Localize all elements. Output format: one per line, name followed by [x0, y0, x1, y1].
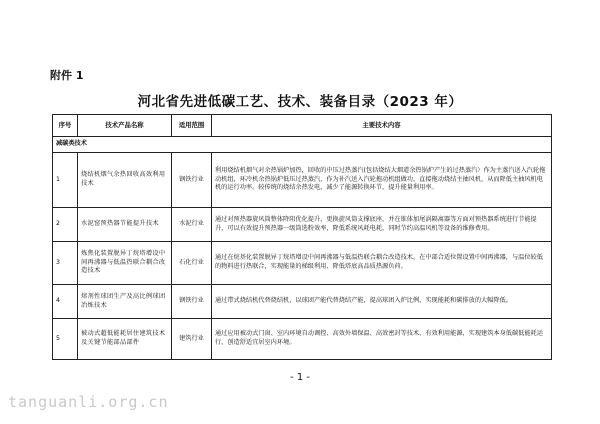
section-row: [53, 137, 552, 153]
header-scope: 适用范围: [172, 115, 212, 137]
row-scope: 石化行业: [172, 242, 212, 285]
row-scope: 钢铁行业: [172, 153, 212, 208]
table-header-row: [53, 115, 552, 137]
header-content: 主要技术内容: [212, 115, 552, 137]
page-number: - 1 -: [290, 372, 310, 383]
row-no: 4: [53, 285, 78, 319]
attachment-label: 附件 1: [50, 69, 84, 82]
row-name: 烧结机烟气余热回收高效利用技术: [78, 153, 172, 208]
row-content: 利用烧结机烟气对余热锅炉加热，回收的中压过热蒸汽(包括烧结大烟道余热锅炉产生的过热蒸汽）作为主蒸汽送入汽轮拖动机组，环冷机余热锅炉低压过热蒸汽，作为补汽送入汽轮拖动机组做功，直接拖动烧结主抽风机，从而降低主抽风机电机的运行功率。较传统的烧结余热发电，减少了能源转换环节，提升能量利用率。: [212, 153, 552, 208]
row-scope: 水泥行业: [172, 208, 212, 242]
table-row: [53, 285, 552, 319]
table-row: [53, 208, 552, 242]
row-name: 水泥窑预热器节能提升技术: [78, 208, 172, 242]
row-content: 通过对预热器旋风筒整体降阻优化提升，更换旋风筒支撑底座，并在锥体加尾涡隔离器等方面对预热器系统进行节能提升，可以有效提升预热器一级筒选粉效率，降低系统风耗电耗，同时节约高温风机等设备的维修费用。: [212, 208, 552, 242]
row-name: 炼焦化装置脱异丁烷塔增设中间再沸器与低温热联合耦合改造技术: [78, 242, 172, 285]
catalog-table: [52, 114, 552, 360]
row-content: 通过带式烧结机代替烧结机，以球团产能代替烧结产能，提高球团入炉比例，实现能耗和碳排放的大幅降低。: [212, 285, 552, 319]
row-content: 通过应用被动式门窗、室内环境自动调控、高效外墙保温、高效密封等技术，有效利用能源，实现建筑本身低碳低能耗运行，创造舒适宜居室内环境。: [212, 319, 552, 360]
header-name: 技术产品名称: [78, 115, 172, 137]
row-name: 熔剂性球团生产及高比例球团冶炼技术: [78, 285, 172, 319]
section-label: 减碳类技术: [53, 137, 552, 153]
header-no: 序号: [53, 115, 78, 137]
row-scope: 钢铁行业: [172, 285, 212, 319]
row-name: 被动式超低能耗居住建筑技术及关键节能部品部件: [78, 319, 172, 360]
page-title: 河北省先进低碳工艺、技术、装备目录（2023 年）: [137, 94, 463, 110]
table-row: [53, 319, 552, 360]
table-row: [53, 242, 552, 285]
row-no: 2: [53, 208, 78, 242]
row-no: 1: [53, 153, 78, 208]
table-row: [53, 153, 552, 208]
watermark: tanguanli.org.cn: [8, 393, 169, 411]
row-scope: 建筑行业: [172, 319, 212, 360]
row-content: 通过在烷基化装置脱异丁烷塔增设中间再沸器与低温热联合耦合改造技术，在中部合适位置设置中间再沸器，与温位较低的物料进行热联合，实现能量的梯级利用、降低塔底高品质热源负荷。: [212, 242, 552, 285]
row-no: 5: [53, 319, 78, 360]
row-no: 3: [53, 242, 78, 285]
